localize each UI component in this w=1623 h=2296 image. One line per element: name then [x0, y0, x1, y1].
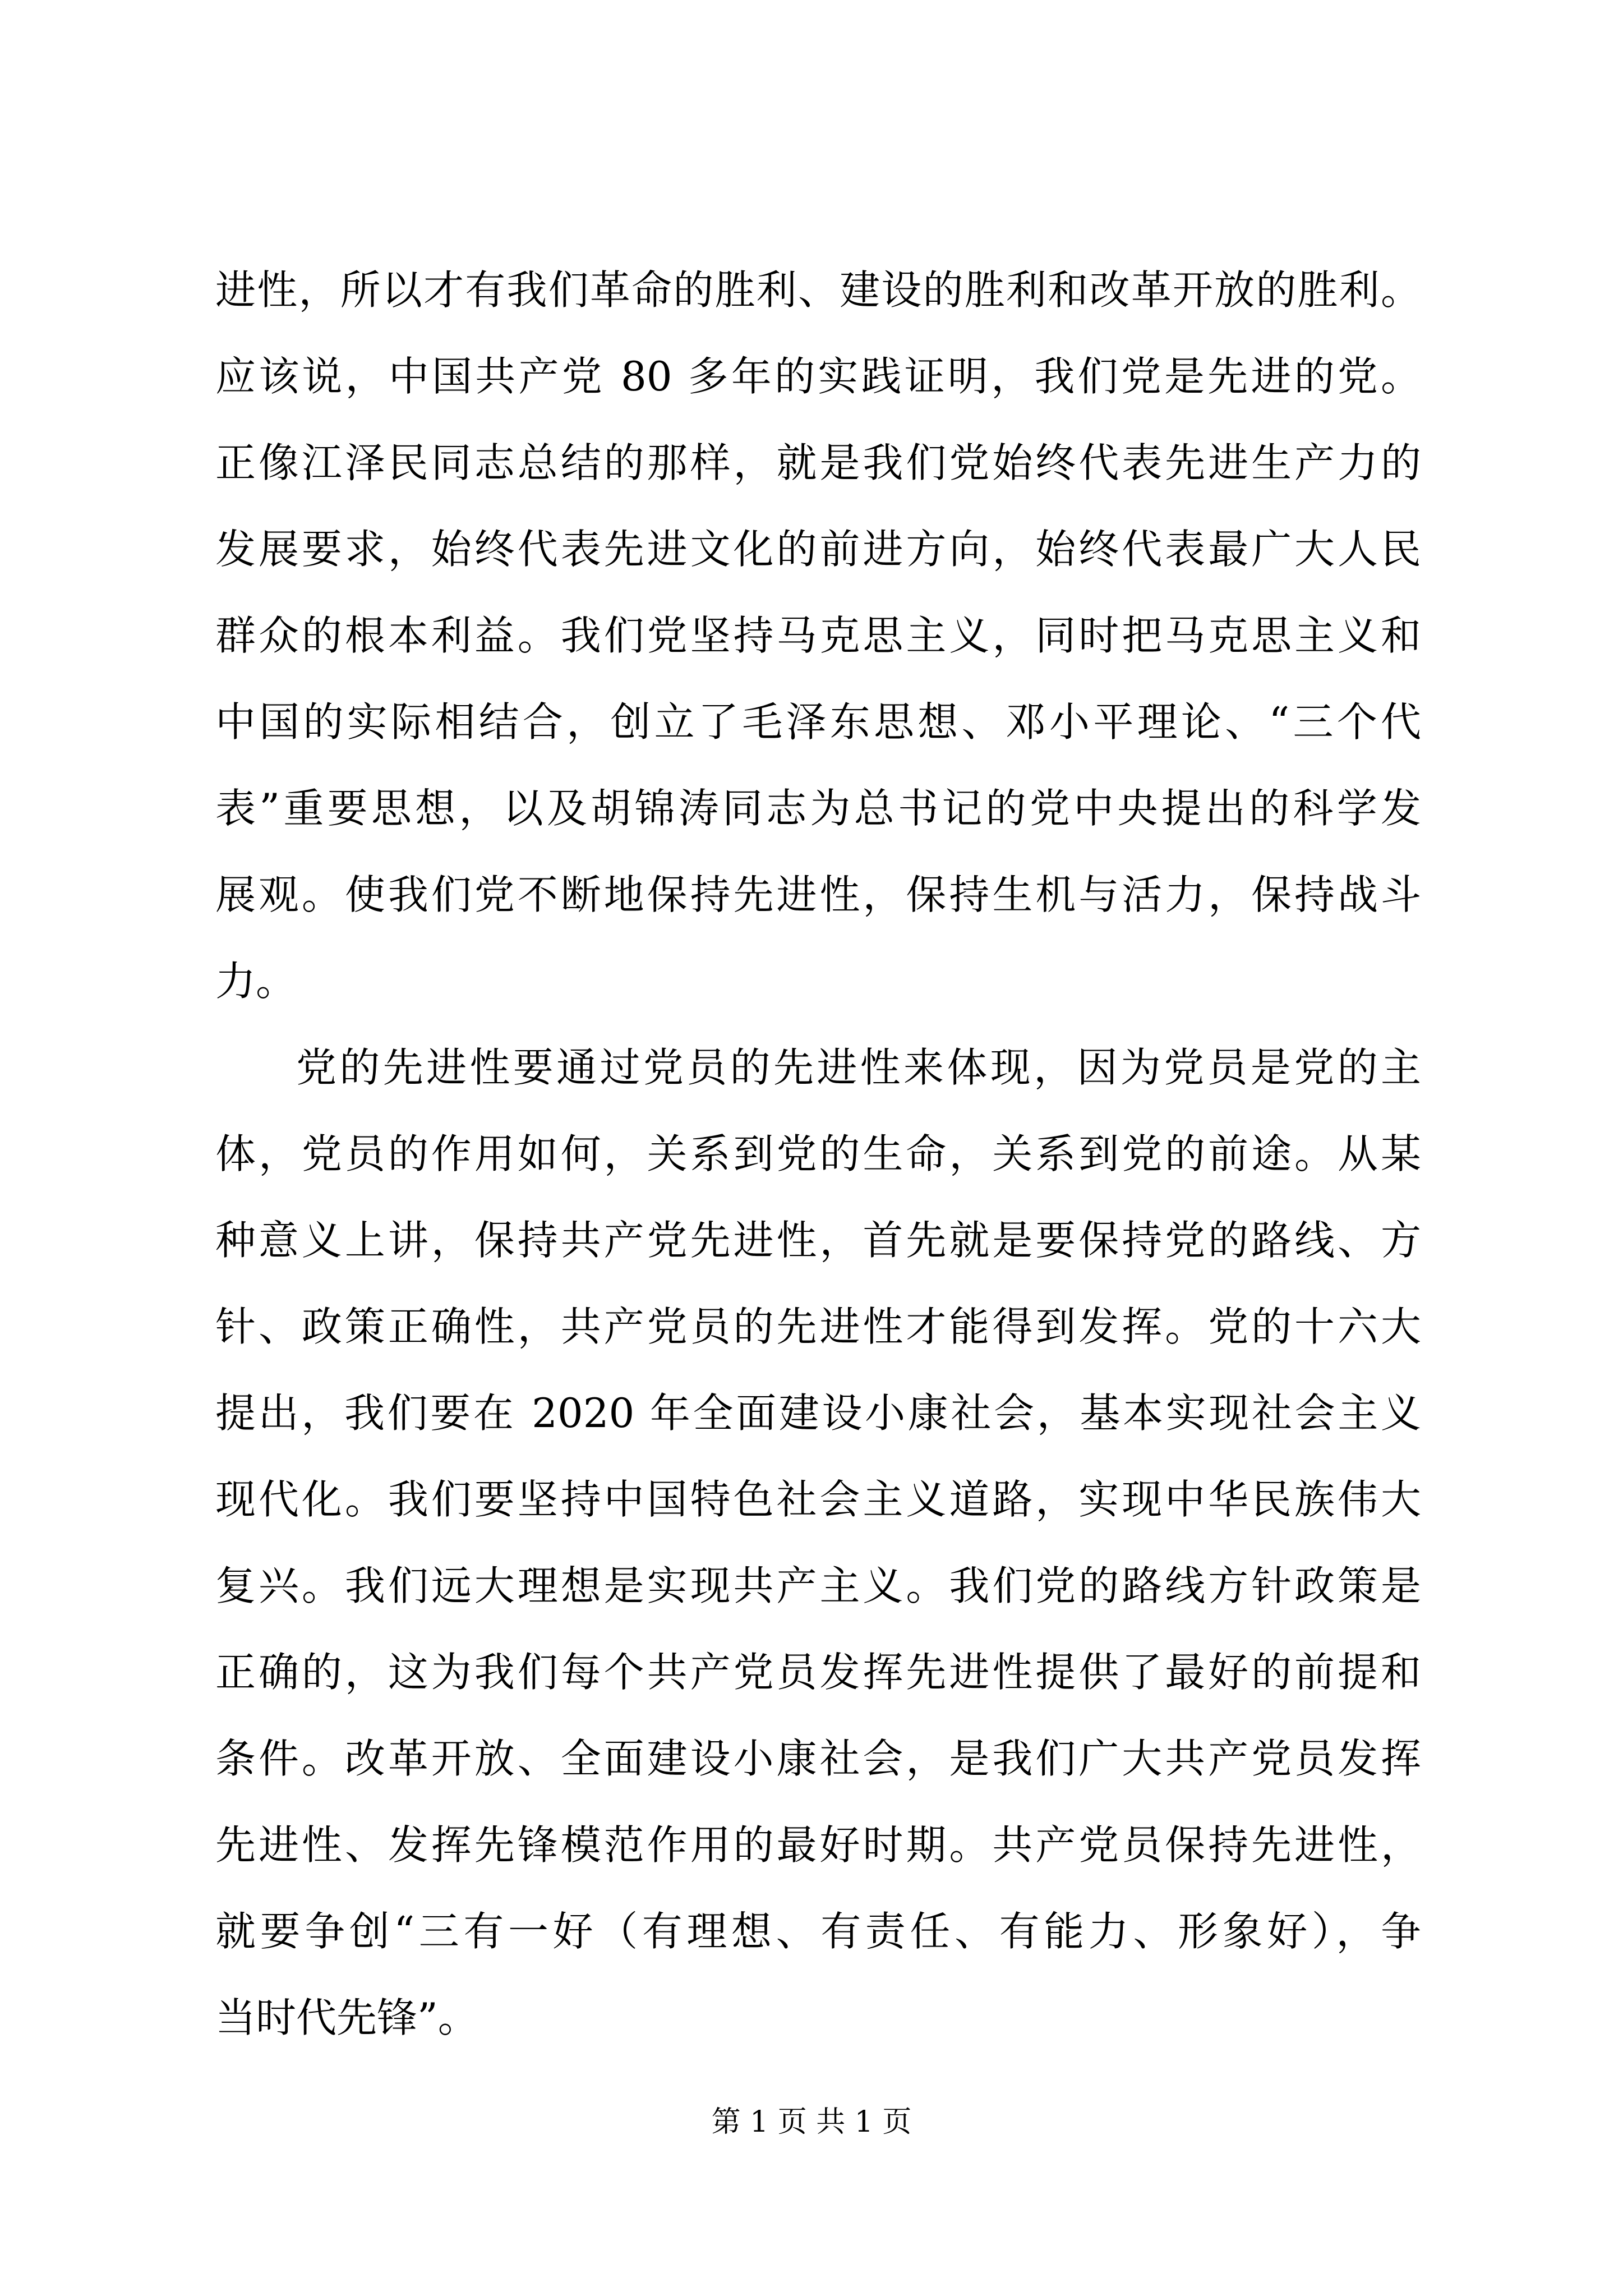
text-line: 当时代先锋”。: [215, 1994, 478, 2041]
text-line: 进性，所以才有我们革命的胜利、建设的胜利和改革开放的胜利。: [215, 266, 1421, 314]
text-line: 正确的，这为我们每个共产党员发挥先进性提供了最好的前提和: [215, 1649, 1421, 1696]
body-text: [215, 247, 1421, 2061]
text-line: 复兴。我们远大理想是实现共产主义。我们党的路线方针政策是: [215, 1562, 1421, 1609]
text-line: 现代化。我们要坚持中国特色社会主义道路，实现中华民族伟大: [215, 1476, 1421, 1523]
text-line: 种意义上讲，保持共产党先进性，首先就是要保持党的路线、方: [215, 1217, 1421, 1264]
text-line: 针、政策正确性，共产党员的先进性才能得到发挥。党的十六大: [215, 1303, 1421, 1350]
text-line: 提出，我们要在 2020 年全面建设小康社会，基本实现社会主义: [215, 1389, 1421, 1437]
text-line: 条件。改革开放、全面建设小康社会，是我们广大共产党员发挥: [215, 1735, 1421, 1782]
text-line: 展观。使我们党不断地保持先进性，保持生机与活力，保持战斗: [215, 871, 1421, 918]
text-line: 力。: [215, 958, 297, 1005]
text-line: 党的先进性要通过党员的先进性来体现，因为党员是党的主: [296, 1044, 1421, 1091]
text-line: 体，党员的作用如何，关系到党的生命，关系到党的前途。从某: [215, 1130, 1421, 1177]
page-number: 第 1 页 共 1 页: [711, 2105, 912, 2139]
text-line: 发展要求，始终代表先进文化的前进方向，始终代表最广大人民: [215, 526, 1421, 573]
text-line: 正像江泽民同志总结的那样，就是我们党始终代表先进生产力的: [215, 439, 1421, 486]
text-line: 群众的根本利益。我们党坚持马克思主义，同时把马克思主义和: [215, 612, 1421, 659]
text-line: 中国的实际相结合，创立了毛泽东思想、邓小平理论、“三个代: [215, 698, 1421, 746]
page-footer: [0, 2098, 1623, 2140]
text-line: 应该说，中国共产党 80 多年的实践证明，我们党是先进的党。: [215, 353, 1421, 400]
text-line: 表”重要思想，以及胡锦涛同志为总书记的党中央提出的科学发: [215, 785, 1421, 832]
text-line: 先进性、发挥先锋模范作用的最好时期。共产党员保持先进性，: [215, 1821, 1421, 1869]
text-line: 就要争创“三有一好（有理想、有责任、有能力、形象好），争: [215, 1908, 1421, 1955]
